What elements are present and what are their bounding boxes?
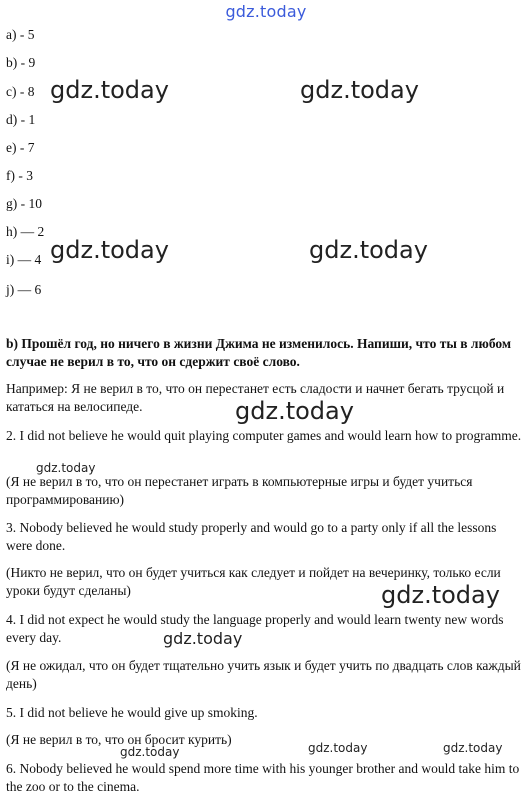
translation-item-2: (Я не верил в то, что он перестанет играть в компьютерные игры и будет учиться программированию) <box>6 474 473 507</box>
watermark: gdz.today <box>308 741 368 755</box>
translation-item-3: (Никто не верил, что он будет учиться как следует и пойдет на вечеринку, только если уроки будут сделаны) <box>6 565 501 598</box>
answer-h: h) — 2 <box>6 224 45 239</box>
watermark: gdz.today <box>50 76 169 104</box>
translation-item-4: (Я не ожидал, что он будет тщательно учить язык и будет учить по двадцать слов каждый день) <box>6 658 521 691</box>
answer-b: b) - 9 <box>6 55 36 70</box>
watermark: gdz.today <box>163 629 243 648</box>
answer-item-4: 4. I did not expect he would study the language properly and would learn twenty new words every day. <box>6 612 504 645</box>
answer-item-2: 2. I did not believe he would quit playing computer games and would learn how to programme. <box>6 428 522 443</box>
watermark: gdz.today <box>120 745 180 759</box>
answer-d: d) - 1 <box>6 112 36 127</box>
answer-c: c) - 8 <box>6 84 35 99</box>
watermark: gdz.today <box>309 236 428 264</box>
answer-e: e) - 7 <box>6 140 35 155</box>
watermark: gdz.today <box>50 236 169 264</box>
answer-item-5: 5. I did not believe he would give up smoking. <box>6 705 258 720</box>
answer-item-6: 6. Nobody believed he would spend more time with his younger brother and would take him to the zoo or to the cinema. <box>6 761 520 794</box>
answer-f: f) - 3 <box>6 168 33 183</box>
example-text: Например: Я не верил в то, что он перестанет есть сладости и начнет бегать трусцой и кататься на велосипеде. <box>6 381 505 414</box>
translation-item-5: (Я не верил в то, что он бросит курить) <box>6 732 232 747</box>
answer-i: i) — 4 <box>6 252 42 267</box>
answer-g: g) - 10 <box>6 196 42 211</box>
watermark-header: gdz.today <box>225 2 307 21</box>
watermark: gdz.today <box>381 581 500 609</box>
task-b-heading: b) Прошёл год, но ничего в жизни Джима не изменилось. Напиши, что ты в любом случае не верил в то, что он сдержит своё слово. <box>6 336 512 369</box>
answer-a: a) - 5 <box>6 27 35 42</box>
answer-j: j) — 6 <box>6 282 42 297</box>
watermark: gdz.today <box>235 397 354 425</box>
answer-item-3: 3. Nobody believed he would study properly and would go to a party only if all the lessons were done. <box>6 520 497 553</box>
watermark: gdz.today <box>443 741 503 755</box>
watermark: gdz.today <box>36 461 96 475</box>
watermark: gdz.today <box>300 76 419 104</box>
